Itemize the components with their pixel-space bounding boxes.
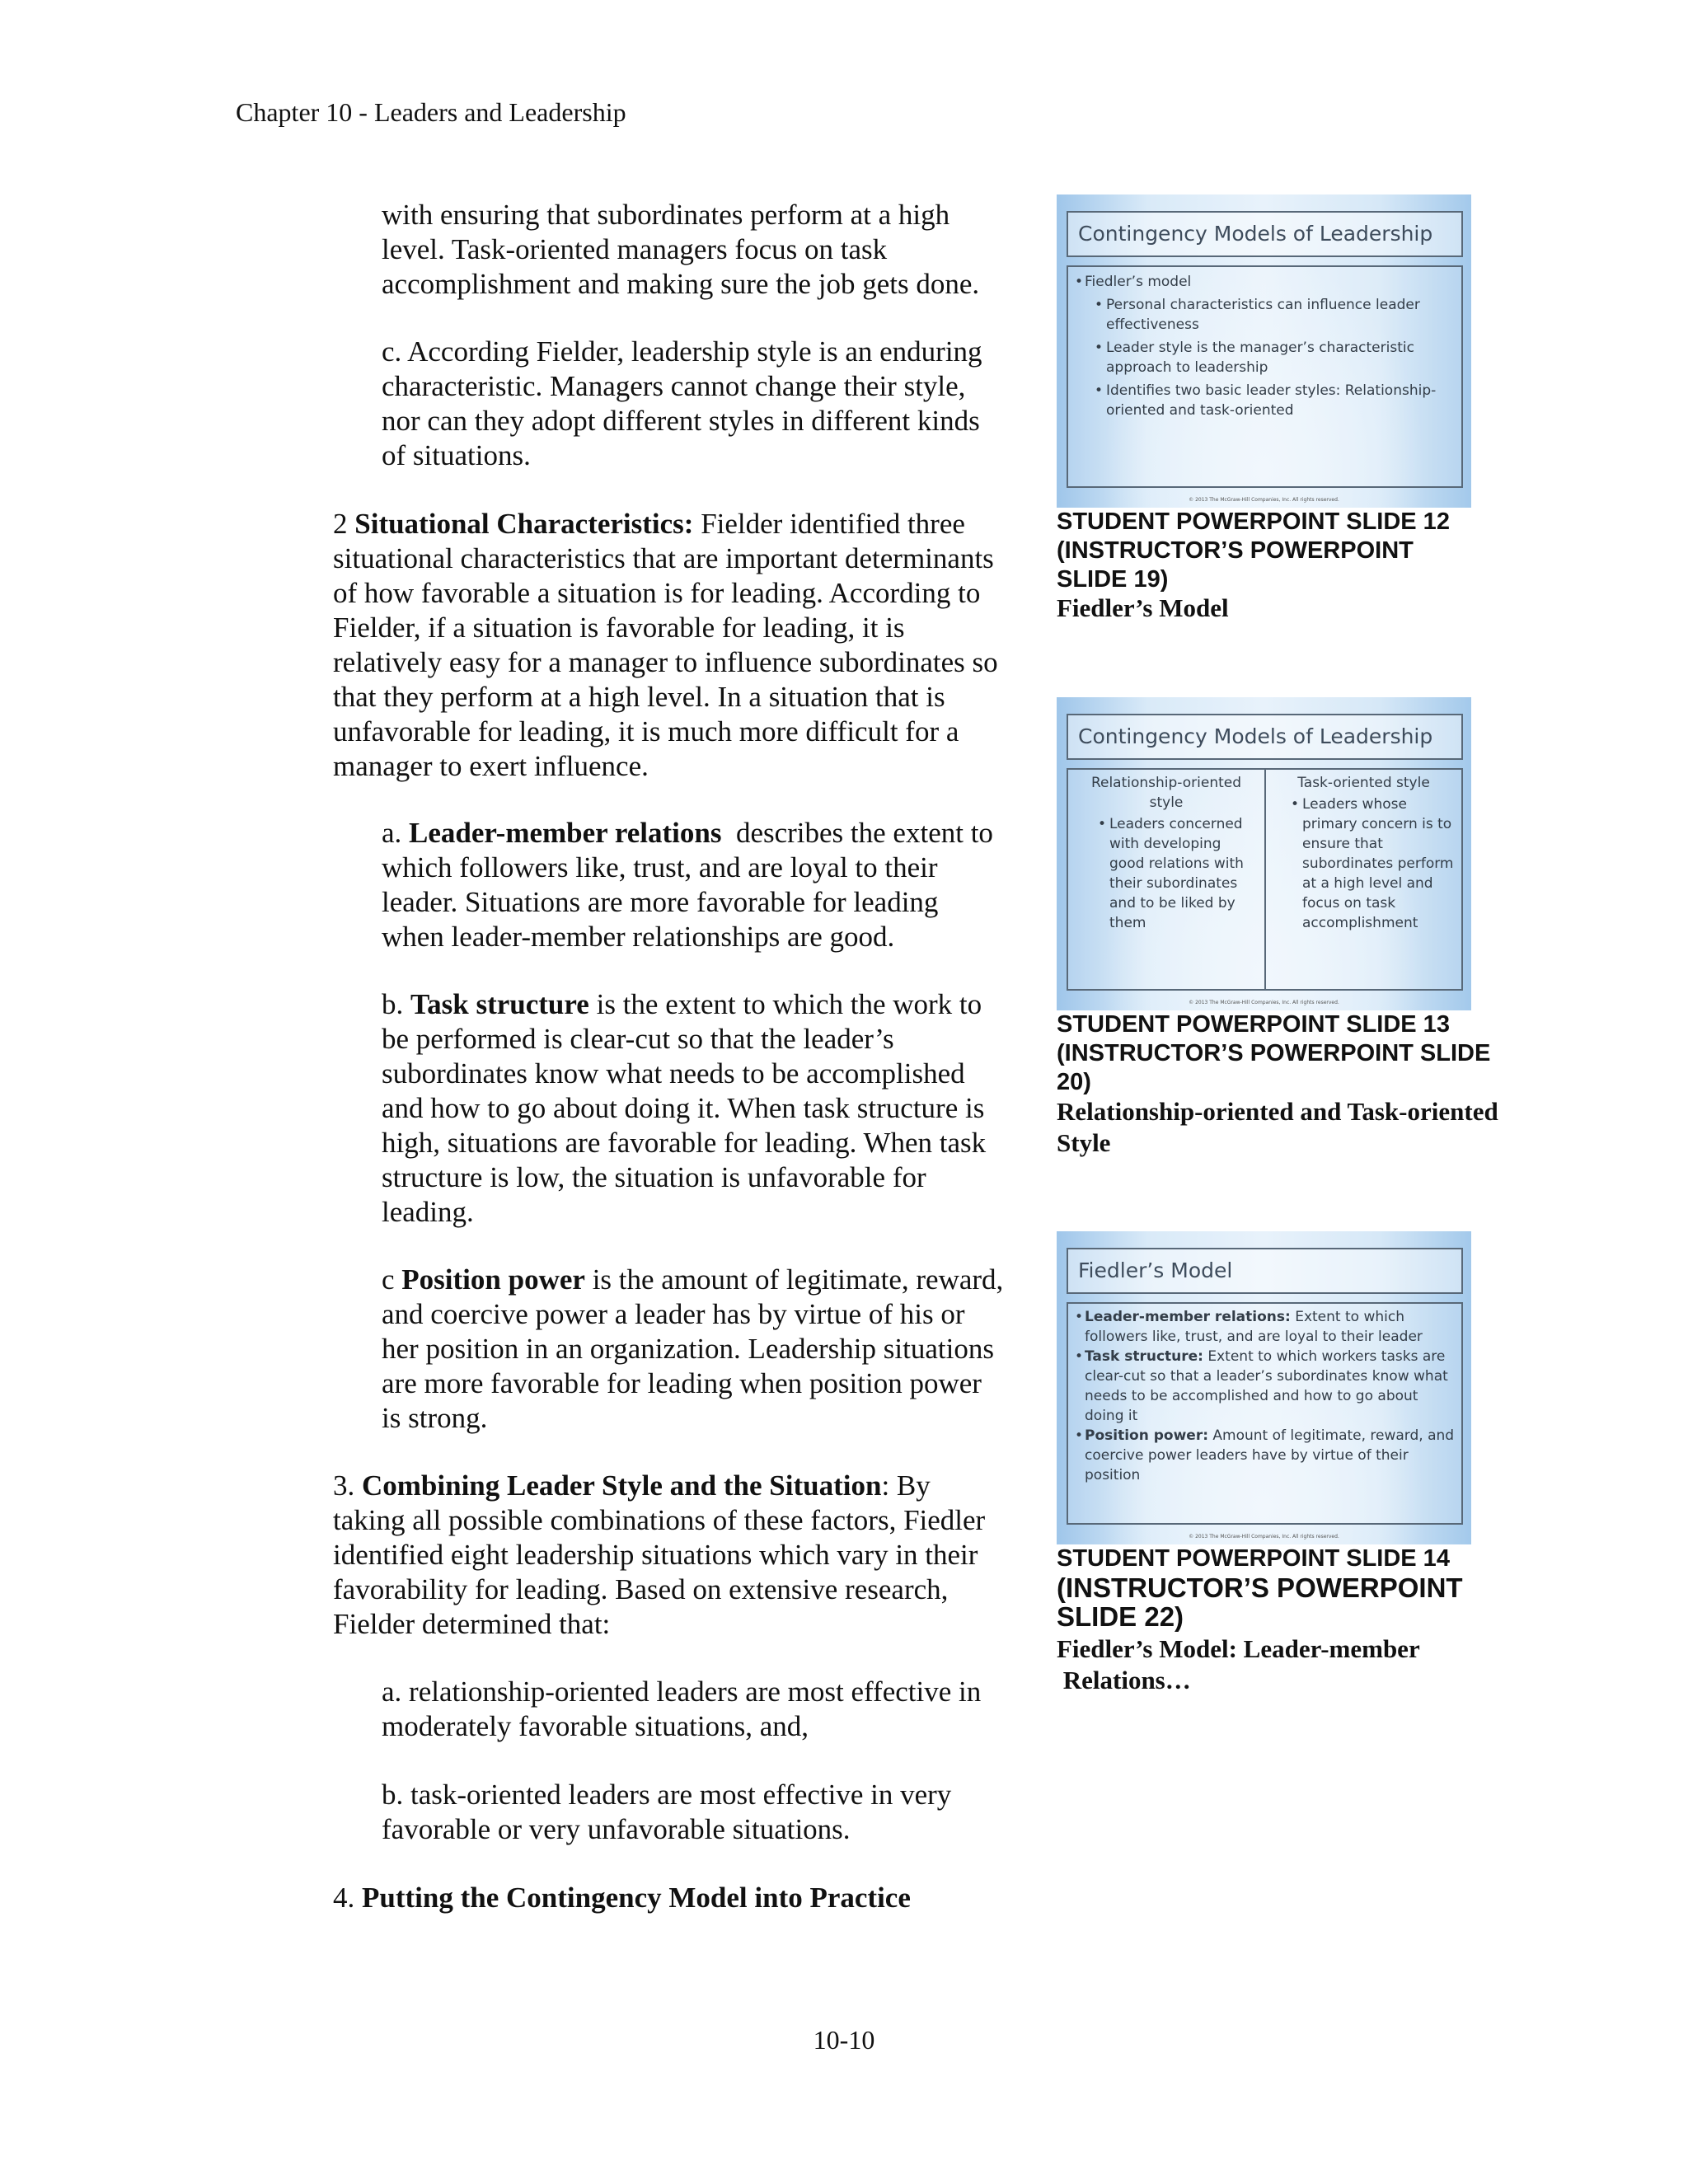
paragraph-relationship-oriented-effective: a. relationship-oriented leaders are most effective in moderately favorable situations, and, — [382, 1675, 982, 1742]
slide-body — [1067, 1302, 1463, 1525]
slide-title: Contingency Models of Leadership — [1067, 211, 1463, 257]
slide-copyright: © 2013 The McGraw-Hill Companies, Inc. All rights reserved. — [1189, 497, 1339, 503]
slide-item-position-power: • Position power: Amount of legitimate, reward, and coercive power leaders have by virtue of their position — [1075, 1426, 1455, 1485]
slide-top-bullet: • Fiedler’s model — [1075, 272, 1455, 292]
slide-bullet-list — [1075, 295, 1455, 420]
paragraph-position-power: c Position power is the amount of legitimate, reward, and coercive power a leader has by virtue of his or her position in an organization. Leadership situations are more favorable for leading when position power is strong. — [382, 1263, 1004, 1434]
slide-bullet: • Leaders concerned with developing good relations with their subordinates and to be liked by them — [1109, 814, 1256, 933]
slide-title: Fiedler’s Model — [1067, 1248, 1463, 1294]
slide-copyright: © 2013 The McGraw-Hill Companies, Inc. All rights reserved. — [1189, 1534, 1339, 1540]
paragraph-enduring-style: c. According Fielder, leadership style is an enduring characteristic. Managers cannot change their style, nor can they adopt different styles in different kinds of situations. — [382, 335, 982, 471]
paragraph-style-continuation: with ensuring that subordinates perform at a high level. Task-oriented managers focus on task accomplishment and making sure the job gets done. — [382, 199, 980, 300]
column-heading: Task-oriented style — [1297, 775, 1430, 791]
slide-caption-12: STUDENT POWERPOINT SLIDE 12 (INSTRUCTOR’S POWERPOINT SLIDE 19) — [1057, 509, 1450, 593]
slide-column-relationship — [1068, 770, 1266, 989]
paragraph-task-structure: b. Task structure is the extent to which the work to be performed is clear-cut so that the leader’s subordinates know what needs to be accomplished and how to go about doing it. When task structure is high, situations are favorable for leading. When task structure is low, the situation is unfavorable for leading. — [382, 988, 987, 1228]
term-position-power: Position power — [401, 1263, 585, 1296]
term-task-structure: Task structure — [410, 988, 589, 1020]
paragraph-task-oriented-effective: b. task-oriented leaders are most effective in very favorable or very unfavorable situations. — [382, 1779, 952, 1845]
running-header: Chapter 10 - Leaders and Leadership — [236, 97, 626, 127]
slide-thumbnail-13 — [1057, 697, 1471, 1010]
slide-bullet: • Personal characteristics can influence leader effectiveness — [1106, 295, 1455, 335]
column-heading: Relationship-oriented style — [1090, 775, 1242, 811]
term-leader-member-relations: Leader-member relations — [409, 817, 722, 849]
slide-column-task — [1266, 770, 1461, 989]
slide-caption-title-14: Fiedler’s Model: Leader-member Relations… — [1057, 1634, 1420, 1694]
slide-caption-13: STUDENT POWERPOINT SLIDE 13 (INSTRUCTOR’S POWERPOINT SLIDE 20) — [1057, 1011, 1491, 1095]
slide-item-task-structure: • Task structure: Extent to which workers tasks are clear-cut so that a leader’s subordinates know what needs to be accomplished and how to go about doing it — [1075, 1347, 1455, 1426]
slide-copyright: © 2013 The McGraw-Hill Companies, Inc. All rights reserved. — [1189, 1000, 1339, 1005]
page-number: 10-10 — [813, 2025, 875, 2055]
paragraph-combining-style-situation: 3. Combining Leader Style and the Situation: By taking all possible combinations of these factors, Fiedler identified eight leadership situations which vary in their favorability for leading. Based on extensive research, Fielder determined that: — [333, 1469, 986, 1640]
slide-bullet: • Leader style is the manager’s characteristic approach to leadership — [1106, 338, 1455, 377]
slide-thumbnail-14 — [1057, 1231, 1471, 1544]
slide-body-columns — [1067, 768, 1463, 991]
slide-title: Contingency Models of Leadership — [1067, 714, 1463, 760]
slide-item-leader-member: • Leader-member relations: Extent to which followers like, trust, and are loyal to their leader — [1075, 1307, 1455, 1347]
slide-caption-title-13: Relationship-oriented and Task-oriented Style — [1057, 1097, 1498, 1157]
slide-caption-title-12: Fiedler’s Model — [1057, 593, 1229, 622]
slide-caption-14: STUDENT POWERPOINT SLIDE 14 (INSTRUCTOR’S POWERPOINT SLIDE 22) — [1057, 1545, 1463, 1632]
heading-putting-model-into-practice: 4. Putting the Contingency Model into Practice — [333, 1882, 911, 1914]
heading-combining-style-situation: Combining Leader Style and the Situation — [362, 1469, 882, 1502]
paragraph-leader-member-relations: a. Leader-member relations describes the extent to which followers like, trust, and are loyal to their leader. Situations are more favorable for leading when leader-member relationships are good. — [382, 817, 993, 953]
slide-body — [1067, 265, 1463, 488]
slide-bullet: • Identifies two basic leader styles: Relationship-oriented and task-oriented — [1106, 381, 1455, 420]
slide-bullet: • Leaders whose primary concern is to ensure that subordinates perform at a high level and focus on task accomplishment — [1302, 794, 1455, 933]
paragraph-situational-characteristics: 2 Situational Characteristics: Fielder identified three situational characteristics that are important determinants of how favorable a situation is for leading. According to Fielder, if a situation is favorable for leading, it is relatively easy for a manager to influence subordinates so that they perform at a high level. In a situation that is unfavorable for leading, it is much more difficult for a manager to exert influence. — [333, 508, 998, 782]
slide-thumbnail-12 — [1057, 194, 1471, 508]
heading-situational-characteristics: Situational Characteristics: — [354, 508, 694, 540]
